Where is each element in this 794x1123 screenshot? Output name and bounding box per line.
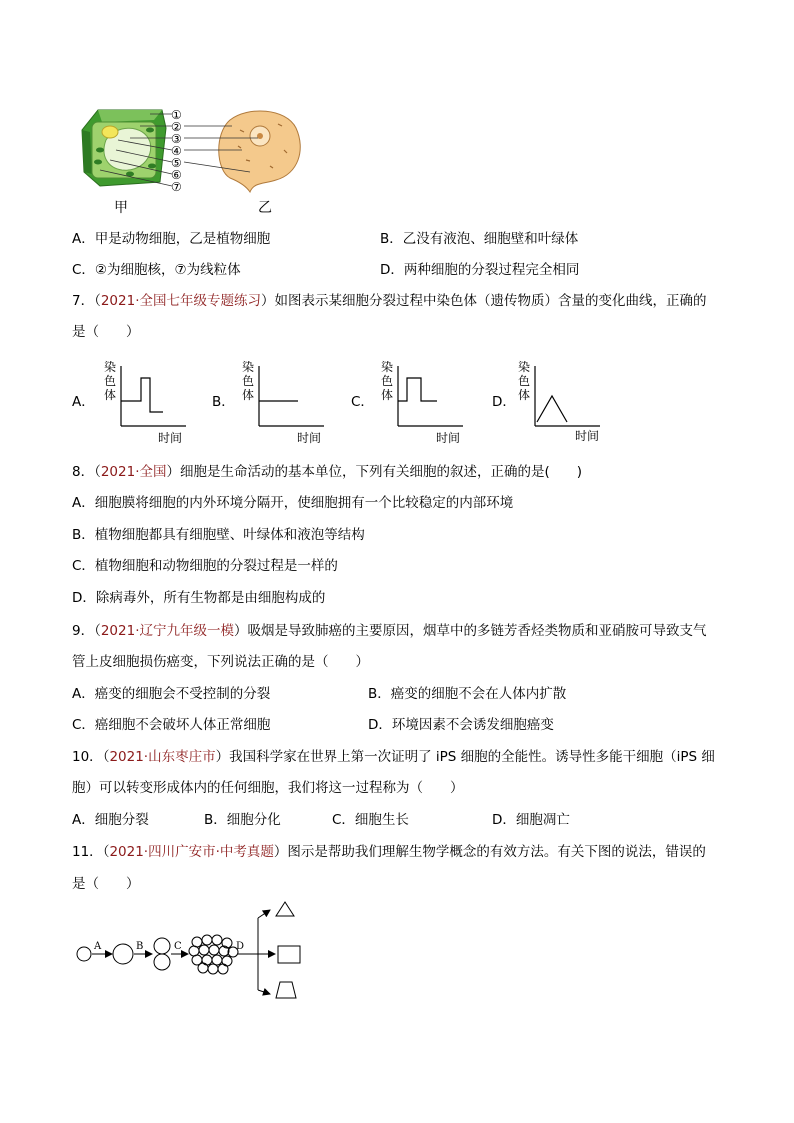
q9-src-open: （ — [94, 623, 101, 639]
q7-graph-d[interactable] — [532, 366, 602, 428]
ylabel-char: 染 — [518, 360, 531, 374]
q7-graph-c[interactable] — [395, 366, 465, 428]
q7-option-d-letter[interactable]: D． — [492, 394, 516, 410]
q11-grown-cell — [113, 944, 133, 964]
q6-option-a[interactable]: A．甲是动物细胞，乙是植物细胞 — [72, 231, 271, 247]
q11-trapezoid-tissue — [276, 982, 296, 998]
q7-graph-c-xlabel: 时间 — [436, 431, 461, 445]
q7-option-c-letter[interactable]: C． — [351, 394, 374, 410]
q9-option-a[interactable]: A．癌变的细胞会不受控制的分裂 — [72, 686, 271, 702]
ylabel-char: 色 — [381, 374, 394, 388]
fig-label-3: ③ — [171, 132, 182, 146]
q7-src-close: ） — [261, 293, 275, 309]
q10-stem-text: 我国科学家在世界上第一次证明了 iPS 细胞的全能性。诱导性多能干细胞（iPS 细 — [229, 749, 715, 765]
q11-triangle-tissue — [276, 902, 294, 916]
q7-stem-line2: 是（ ） — [72, 324, 140, 340]
q8-source: 2021·全国 — [100, 464, 167, 480]
ylabel-char: 体 — [518, 388, 531, 402]
q8-option-c[interactable]: C．植物细胞和动物细胞的分裂过程是一样的 — [72, 558, 338, 574]
q10-stem-line2: 胞）可以转变形成体内的任何细胞，我们将这一过程称为（ ） — [72, 780, 464, 796]
q6-option-d[interactable]: D．两种细胞的分裂过程完全相同 — [380, 262, 580, 278]
q7-graph-d-curve — [537, 396, 567, 422]
caption-yi: 乙 — [258, 200, 272, 216]
q10-src-close: ） — [215, 749, 230, 765]
q7-graph-a-curve — [121, 378, 163, 412]
q7-graph-a-ylabel — [104, 360, 118, 402]
q7-stem-text: 如图表示某细胞分裂过程中染色体（遗传物质）含量的变化曲线，正确的 — [274, 293, 707, 309]
q11-src-open: （ — [102, 844, 110, 860]
q9-src-close: ） — [234, 623, 248, 639]
q10-source: 2021·山东枣庄市 — [109, 749, 216, 765]
fig-label-7: ⑦ — [171, 180, 182, 194]
q7-graph-d-xlabel: 时间 — [575, 429, 600, 443]
cell-figure — [70, 100, 310, 220]
q8-option-b[interactable]: B．植物细胞都具有细胞壁、叶绿体和液泡等结构 — [72, 527, 365, 543]
q9-option-d[interactable]: D．环境因素不会诱发细胞癌变 — [368, 717, 554, 733]
q7-graph-d-ylabel — [518, 360, 532, 402]
q11-cell-cluster — [189, 935, 238, 974]
ylabel-char: 体 — [242, 388, 255, 402]
q7-graph-c-curve — [398, 378, 437, 401]
q8-src-open: （ — [94, 464, 101, 480]
fig-label-5: ⑤ — [171, 156, 182, 170]
q7-graph-a[interactable] — [118, 366, 188, 428]
fig-label-6: ⑥ — [171, 168, 182, 182]
q7-graph-b-ylabel — [242, 360, 256, 402]
q11-two-cells — [154, 938, 170, 970]
q7-graph-b[interactable] — [256, 366, 326, 428]
q7-stem-line1 — [72, 292, 707, 310]
ylabel-char: 体 — [381, 388, 394, 402]
q11-number: 11． — [72, 844, 103, 860]
q11-label-b: B — [136, 941, 144, 952]
q8-stem — [72, 463, 582, 481]
fig-label-4: ④ — [171, 144, 182, 158]
q10-option-a[interactable]: A．细胞分裂 — [72, 812, 149, 828]
q10-src-open: （ — [102, 749, 110, 765]
q9-number: 9． — [72, 623, 95, 639]
q10-number: 10． — [72, 749, 103, 765]
q7-option-b-letter[interactable]: B． — [212, 394, 235, 410]
ylabel-char: 色 — [242, 374, 255, 388]
q6-option-c[interactable]: C．②为细胞核，⑦为线粒体 — [72, 262, 241, 278]
q9-option-c[interactable]: C．癌细胞不会破坏人体正常细胞 — [72, 717, 271, 733]
q8-src-close: ） — [166, 464, 180, 480]
q10-option-d[interactable]: D．细胞凋亡 — [492, 812, 570, 828]
q11-rectangle-tissue — [278, 946, 300, 963]
q10-stem-line1 — [72, 748, 715, 766]
q7-graph-a-xlabel: 时间 — [158, 431, 183, 445]
q7-graph-c-ylabel — [381, 360, 395, 402]
q11-label-a: A — [94, 941, 102, 952]
q7-graph-b-xlabel: 时间 — [297, 431, 322, 445]
q9-option-b[interactable]: B．癌变的细胞不会在人体内扩散 — [368, 686, 567, 702]
q6-option-b[interactable]: B．乙没有液泡、细胞壁和叶绿体 — [380, 231, 579, 247]
q11-stem-text: 图示是帮助我们理解生物学概念的有效方法。有关下图的说法，错误的 — [287, 844, 706, 860]
q11-label-d: D — [236, 941, 245, 952]
q10-option-c[interactable]: C．细胞生长 — [332, 812, 409, 828]
q7-number: 7． — [72, 293, 95, 309]
q11-source: 2021·四川广安市·中考真题 — [109, 844, 274, 860]
q9-stem-line2: 管上皮细胞损伤癌变，下列说法正确的是（ ） — [72, 654, 369, 670]
plant-cell-image — [82, 110, 166, 186]
q7-source: 2021·全国七年级专题练习 — [100, 293, 261, 309]
q11-stem-line2: 是（ ） — [72, 876, 140, 892]
q11-src-close: ） — [273, 844, 288, 860]
ylabel-char: 染 — [242, 360, 255, 374]
ylabel-char: 染 — [104, 360, 117, 374]
q9-source: 2021·辽宁九年级一模 — [100, 623, 234, 639]
ylabel-char: 色 — [518, 374, 531, 388]
fig-label-2: ② — [171, 120, 182, 134]
ylabel-char: 体 — [104, 388, 117, 402]
ylabel-char: 染 — [381, 360, 394, 374]
ylabel-char: 色 — [104, 374, 117, 388]
q7-option-a-letter[interactable]: A． — [72, 394, 95, 410]
q9-stem-line1 — [72, 622, 707, 640]
q11-single-cell — [77, 947, 91, 961]
q11-diagram[interactable] — [70, 898, 330, 1006]
q8-stem-text: 细胞是生命活动的基本单位，下列有关细胞的叙述，正确的是( ) — [180, 464, 583, 480]
q11-label-c: C — [174, 941, 182, 952]
q9-stem-text: 吸烟是导致肺癌的主要原因，烟草中的多链芳香烃类物质和亚硝胺可导致支气 — [247, 623, 707, 639]
fig-label-1: ① — [171, 108, 182, 122]
q10-option-b[interactable]: B．细胞分化 — [204, 812, 281, 828]
q8-option-a[interactable]: A．细胞膜将细胞的内外环境分隔开，使细胞拥有一个比较稳定的内部环境 — [72, 495, 514, 511]
animal-cell-image — [219, 111, 301, 192]
q7-src-open: （ — [94, 293, 101, 309]
q11-stem-line1 — [72, 843, 706, 861]
caption-jia: 甲 — [114, 200, 128, 216]
q8-number: 8． — [72, 464, 95, 480]
q8-option-d[interactable]: D．除病毒外，所有生物都是由细胞构成的 — [72, 590, 326, 606]
